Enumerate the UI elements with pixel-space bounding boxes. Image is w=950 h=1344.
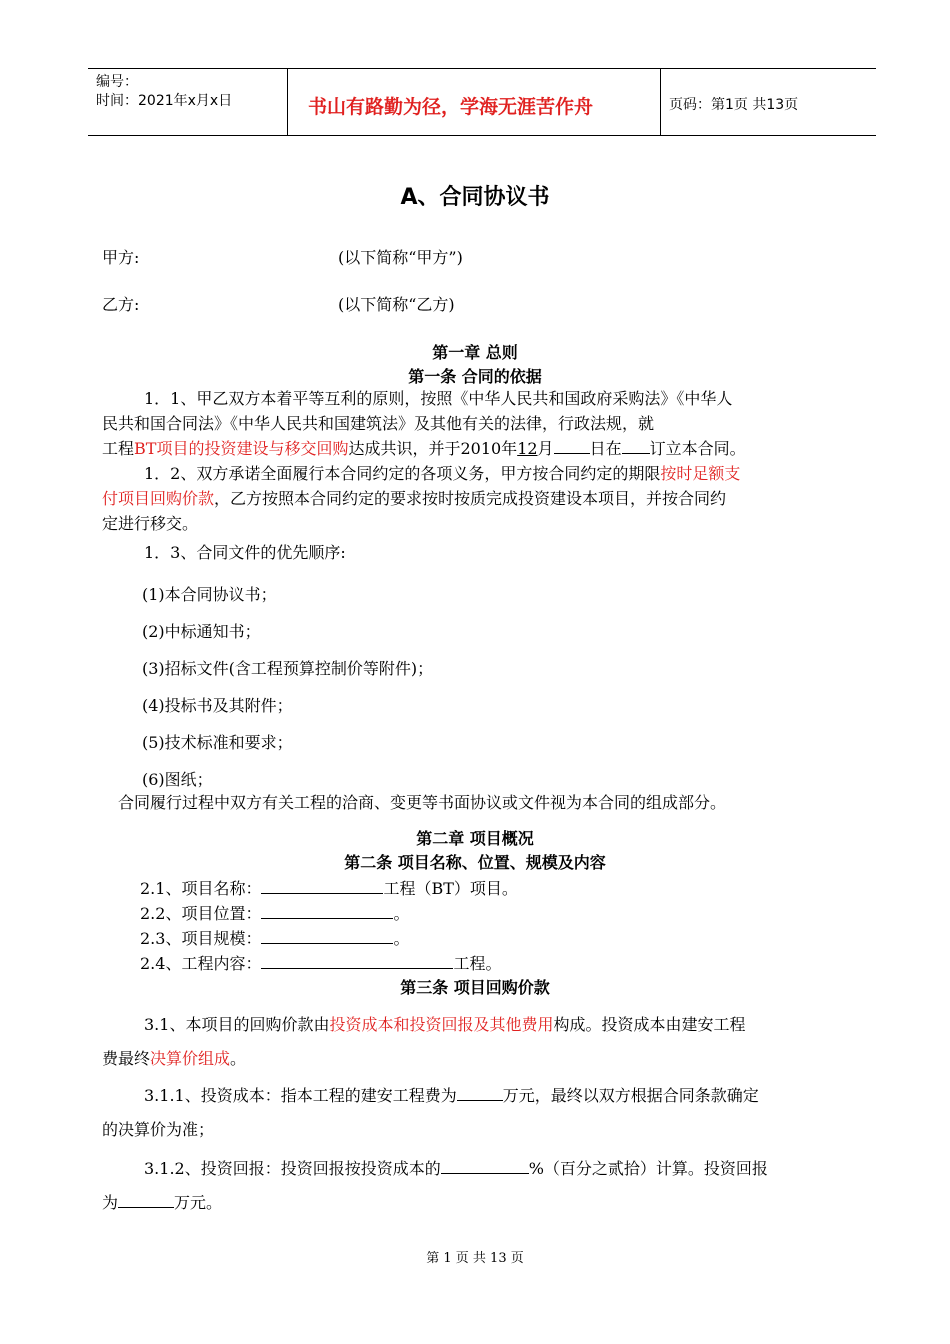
- priority-item: (1)本合同协议书；: [142, 585, 277, 604]
- p1-1-month: 12: [517, 439, 538, 458]
- p1-1-text-c: 月: [537, 439, 554, 458]
- p1-1-text-e: 订立本合同。: [649, 439, 746, 458]
- item-2-4-label: 2.4、工程内容：: [140, 954, 262, 973]
- chapter2-title: 第二章 项目概况: [416, 829, 534, 848]
- article2-title: 第二条 项目名称、位置、规模及内容: [344, 853, 606, 872]
- article3-title: 第三条 项目回购价款: [400, 978, 550, 997]
- item-2-1: [140, 876, 518, 899]
- party-a-note: (以下简称“甲方”): [338, 248, 463, 267]
- p3-1-2-text-c: 为: [102, 1193, 119, 1212]
- item-2-4-suffix: 工程。: [453, 954, 502, 973]
- item-2-1-label: 2.1、项目名称：: [140, 879, 262, 898]
- p1-2-text-b: ，乙方按照本合同约定的要求按时按质完成投资建设本项目，并按合同约: [214, 489, 727, 508]
- priority-item: (4)投标书及其附件；: [142, 696, 293, 715]
- p3-1-highlight-a: 投资成本和投资回报及其他费用: [329, 1015, 554, 1034]
- p1-1-text-b: 达成共识，并于2010年: [348, 439, 518, 458]
- header-serial-label: 编号：: [96, 74, 138, 90]
- priority-item: (6)图纸；: [142, 770, 213, 789]
- p3-1-2-text-b: %（百分之贰拾）计算。投资回报: [528, 1159, 768, 1178]
- p3-1-text-c: 费最终: [102, 1049, 151, 1068]
- party-b-note: (以下简称“乙方): [338, 295, 455, 314]
- item-2-3: [140, 926, 409, 949]
- priority-item: (5)技术标准和要求；: [142, 733, 293, 752]
- header-page-label: 页码：第1页 共13页: [669, 97, 799, 113]
- priority-list: [142, 576, 433, 798]
- party-b-label: 乙方:: [102, 295, 140, 314]
- article1-title: 第一条 合同的依据: [408, 367, 542, 386]
- footer-page-number: 第 1 页 共 13 页: [426, 1251, 524, 1266]
- project-name-blank: [261, 876, 383, 894]
- p3-1-text: 3.1、本项目的回购价款由: [144, 1015, 330, 1034]
- p3-1-1-text-b: 万元，最终以双方根据合同条款确定: [502, 1086, 759, 1105]
- item-2-2-suffix: 。: [393, 904, 410, 923]
- p1-2-highlight-b: 付项目回购价款: [102, 489, 215, 508]
- p1-1-highlight: BT项目的投资建设与移交回购: [134, 439, 349, 458]
- item-2-3-label: 2.3、项目规模：: [140, 929, 262, 948]
- p3-1-text-d: 。: [230, 1049, 247, 1068]
- paragraph-1-1-line3: [102, 436, 860, 461]
- p3-1-1-line2: 的决算价为准；: [102, 1120, 215, 1139]
- return-amount-blank: [118, 1190, 174, 1208]
- paragraph-3-1-2: [102, 1152, 860, 1220]
- party-a-label: 甲方:: [102, 248, 140, 267]
- construction-fee-blank: [457, 1083, 503, 1101]
- item-2-2-label: 2.2、项目位置：: [140, 904, 262, 923]
- paragraph-3-1: [102, 1008, 860, 1076]
- p1-1-text: 工程: [102, 439, 135, 458]
- paragraph-1-2: [102, 461, 860, 536]
- p1-2-line3: 定进行移交。: [102, 514, 199, 533]
- item-2-2: [140, 901, 409, 924]
- document-title: A、合同协议书: [400, 185, 550, 210]
- p1-2-highlight-a: 按时足额支: [660, 464, 741, 483]
- paragraph-3-1-1: [102, 1079, 860, 1147]
- paragraph-1-1: [102, 386, 860, 461]
- day-blank: [554, 436, 590, 454]
- paragraph-1-1-line1: 1．1、甲乙双方本着平等互利的原则，按照《中华人民共和国政府采购法》《中华人: [144, 389, 733, 408]
- p3-1-text-b: 构成。投资成本由建安工程: [553, 1015, 746, 1034]
- return-rate-blank: [441, 1156, 529, 1174]
- project-content-blank: [261, 951, 453, 969]
- project-scale-blank: [261, 926, 393, 944]
- item-2-1-suffix: 工程（BT）项目。: [383, 879, 518, 898]
- paragraph-1-3: 1．3、合同文件的优先顺序:: [144, 543, 346, 562]
- project-location-blank: [261, 901, 393, 919]
- paragraph-1-1-line2: 民共和国合同法》《中华人民共和国建筑法》及其他有关的法律，行政法规，就: [102, 414, 655, 433]
- priority-item: (3)招标文件(含工程预算控制价等附件)；: [142, 659, 434, 678]
- priority-item: (2)中标通知书；: [142, 622, 261, 641]
- chapter1-closing: 合同履行过程中双方有关工程的洽商、变更等书面协议或文件视为本合同的组成部分。: [118, 793, 727, 812]
- p3-1-2-text-d: 万元。: [174, 1193, 223, 1212]
- p3-1-highlight-b: 决算价组成: [150, 1049, 231, 1068]
- header-time-label: 时间：2021年x月x日: [96, 93, 233, 109]
- p3-1-1-text: 3.1.1、投资成本：指本工程的建安工程费为: [144, 1086, 457, 1105]
- item-2-3-suffix: 。: [393, 929, 410, 948]
- p3-1-2-text: 3.1.2、投资回报：投资回报按投资成本的: [144, 1159, 441, 1178]
- p1-1-text-d: 日在: [589, 439, 622, 458]
- place-blank: [622, 436, 650, 454]
- header-motto: 书山有路勤为径，学海无涯苦作舟: [308, 96, 594, 118]
- chapter1-title: 第一章 总则: [432, 343, 518, 362]
- item-2-4: [140, 951, 501, 974]
- p1-2-text: 1．2、双方承诺全面履行本合同约定的各项义务，甲方按合同约定的期限: [144, 464, 661, 483]
